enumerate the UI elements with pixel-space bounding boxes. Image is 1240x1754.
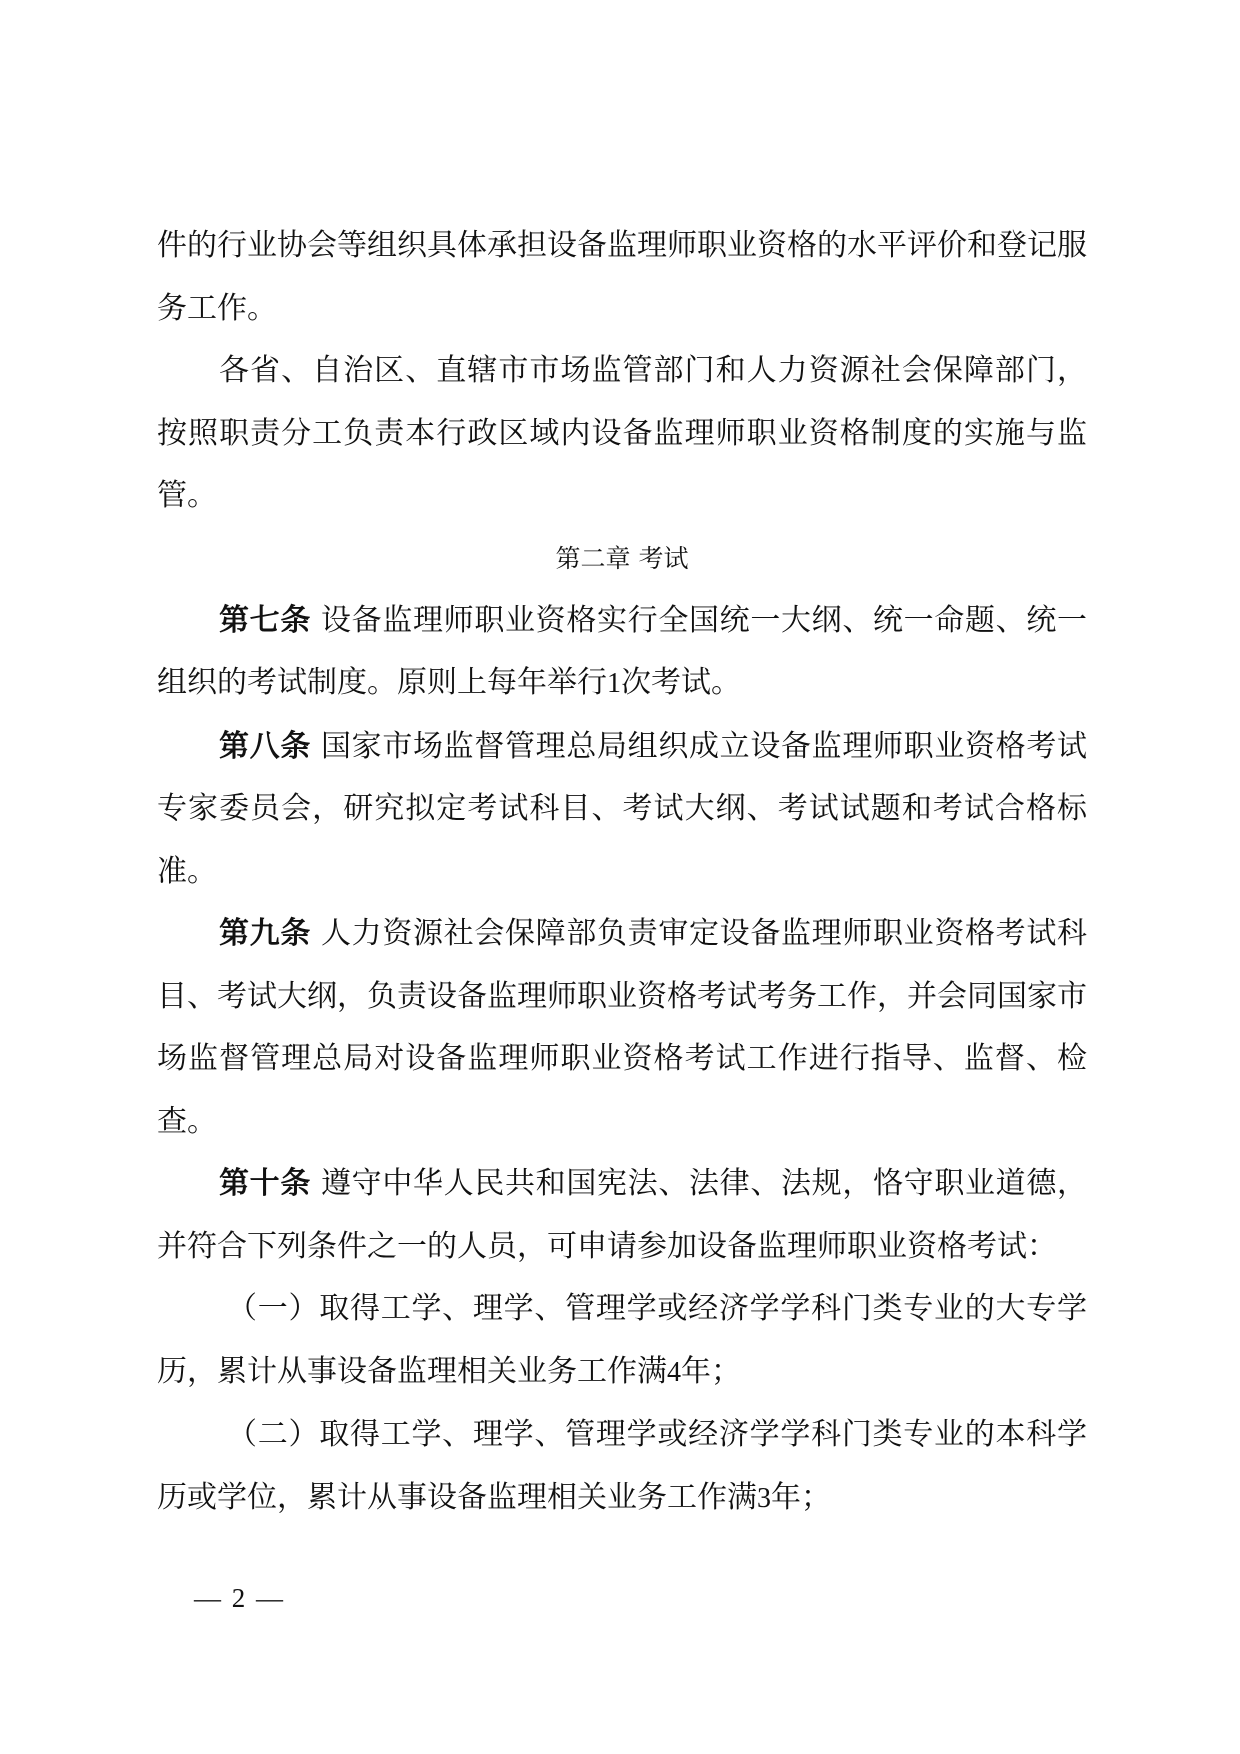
article-label: 第九条 <box>219 916 311 951</box>
article-text: 设备监理师职业资格实行全国统一大纲、统一命题、统一组织的考试制度。原则上每年举行 <box>157 602 1087 700</box>
item-text: （一）取得工学、理学、管理学或经济学学科门类专业的大专学历，累计从事设备监理相关业务工作满 <box>157 1291 1087 1389</box>
article-text: 人力资源社会保障部负责审定设备监理师职业资格考试科目、考试大纲，负责设备监理师职业资格考试考务工作，并会同国家市场监督管理总局对设备监理师职业资格考试工作进行指导、监督、检查。 <box>157 916 1087 1139</box>
article-text: 遵守中华人民共和国宪法、法律、法规，恪守职业道德，并符合下列条件之一的人员，可申请参加设备监理师职业资格考试： <box>157 1166 1087 1264</box>
item-text: （二）取得工学、理学、管理学或经济学学科门类专业的本科学历或学位，累计从事设备监理相关业务工作满 <box>157 1417 1087 1515</box>
article-8 <box>157 716 1087 904</box>
exam-count: 1 <box>607 668 621 699</box>
years-required: 3 <box>757 1482 771 1514</box>
list-item <box>157 1404 1087 1530</box>
article-label: 第十条 <box>219 1166 311 1201</box>
page-number: — 2 — <box>194 1583 285 1613</box>
chapter-title: 第二章 考试 <box>555 543 689 573</box>
article-text: 国家市场监督管理总局组织成立设备监理师职业资格考试专家委员会，研究拟定考试科目、考试大纲、考试试题和考试合格标准。 <box>157 728 1087 889</box>
article-9 <box>157 903 1087 1153</box>
article-text-end: 次考试。 <box>621 665 741 700</box>
provinces-paragraph: 各省、自治区、直辖市市场监管部门和人力资源社会保障部门，按照职责分工负责本行政区域内设备监理师职业资格制度的实施与监管。 <box>157 353 1087 513</box>
article-7 <box>157 590 1087 716</box>
document-body <box>157 215 1087 1530</box>
article-label: 第八条 <box>219 728 311 764</box>
article-label: 第七条 <box>219 602 311 638</box>
years-required: 4 <box>667 1356 681 1388</box>
list-item <box>157 1278 1087 1404</box>
continuation-paragraph: 件的行业协会等组织具体承担设备监理师职业资格的水平评价和登记服务工作。 <box>157 228 1087 326</box>
item-text-end: 年； <box>771 1479 831 1515</box>
item-text-end: 年； <box>681 1353 741 1389</box>
article-10 <box>157 1153 1087 1278</box>
